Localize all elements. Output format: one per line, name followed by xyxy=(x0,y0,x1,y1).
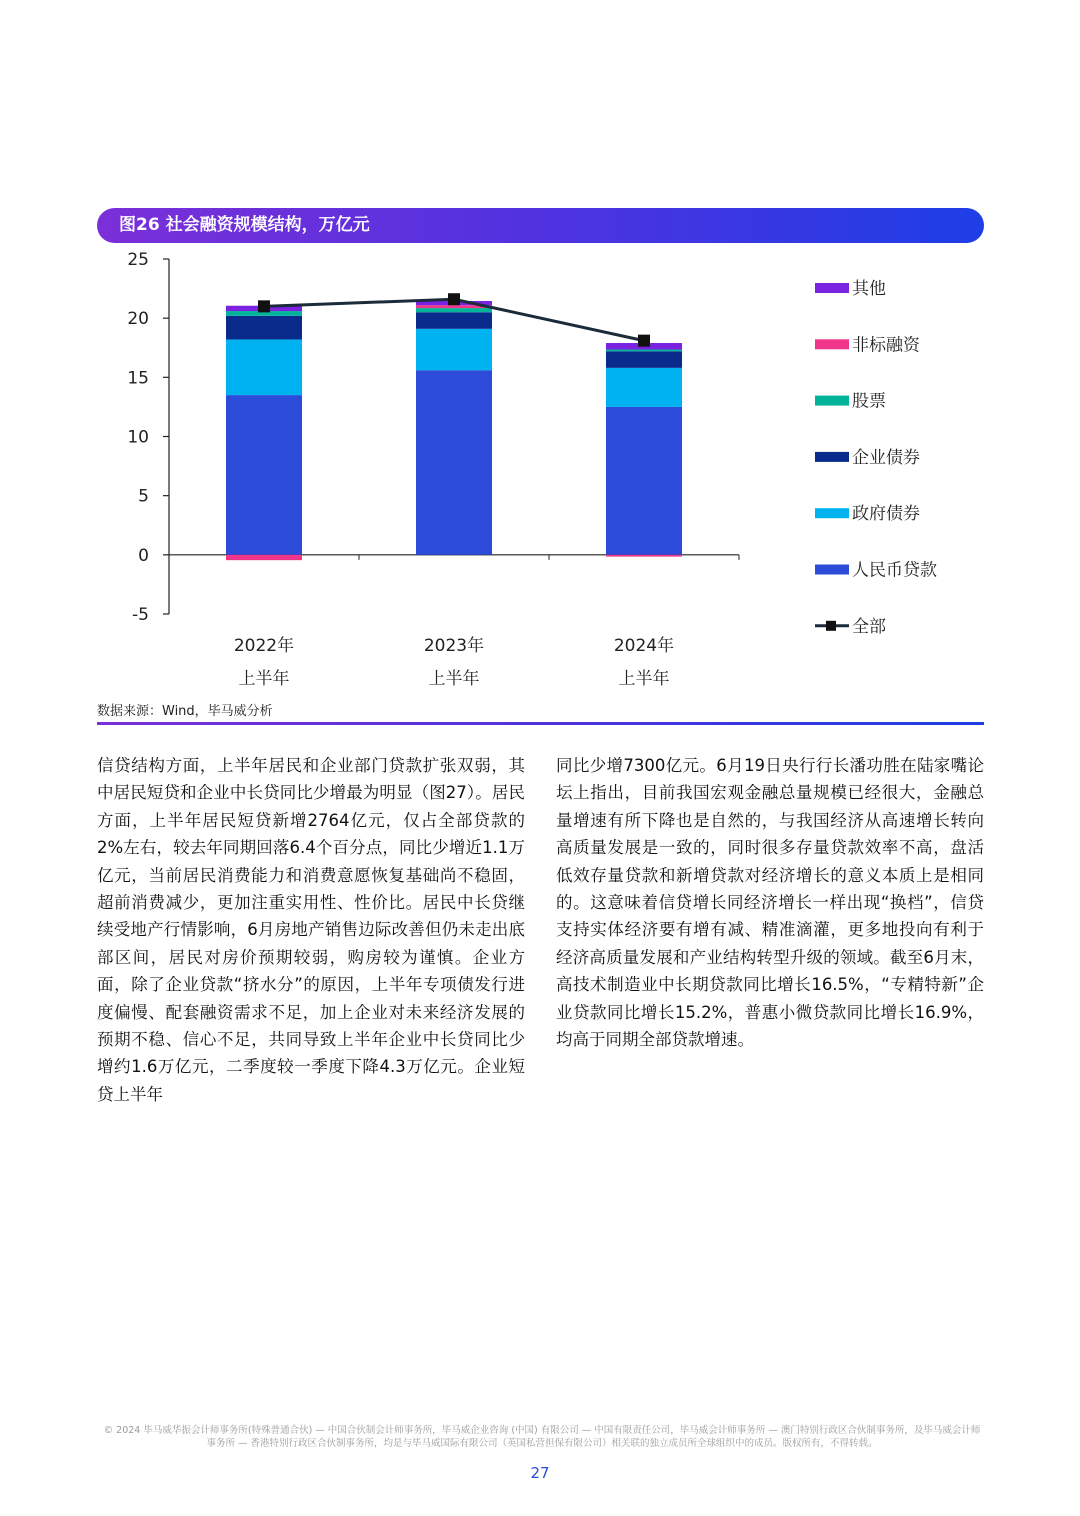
data-source: 数据来源：Wind，毕马威分析 xyxy=(97,704,273,719)
bar-segment xyxy=(606,368,682,407)
body-text-left: 信贷结构方面，上半年居民和企业部门贷款扩张双弱，其中居民短贷和企业中长贷同比少增最为明显（图27）。居民方面，上半年居民短贷新增2764亿元，仅占全部贷款的2%左右，较去年同期回落6.4个百分点，同比少增近1.1万亿元，当前居民消费能力和消费意愿恢复基础尚不稳固，超前消费减少，更加注重实用性、性价比。居民中长贷继续受地产行情影响，6月房地产销售边际改善但仍未走出底部区间，居民对房价预期较弱，购房较为谨慎。企业方面，除了企业贷款“挤水分”的原因，上半年专项债发行进度偏慢、配套融资需求不足，加上企业对未来经济发展的预期不稳、信心不足，共同导致上半年企业中长贷同比少增约1.6万亿元，二季度较一季度下降4.3万亿元。企业短贷上半年 xyxy=(97,756,525,1104)
bar-segment xyxy=(416,370,492,555)
bar-segment xyxy=(606,351,682,368)
legend-swatch xyxy=(815,396,849,406)
legend-swatch xyxy=(815,283,849,293)
y-tick-label: 15 xyxy=(127,368,149,389)
x-tick-label: 上半年 xyxy=(238,669,290,689)
legend-label: 股票 xyxy=(852,391,886,412)
body-text-right: 同比少增7300亿元。6月19日央行行长潘功胜在陆家嘴论坛上指出，目前我国宏观金融总量规模已经很大，金融总量增速有所下降也是自然的，与我国经济从高速增长转向高质量发展是一致的，同时很多存量贷款效率不高，盘活低效存量贷款和新增贷款对经济增长的意义本质上是相同的。这意味着信贷增长同经济增长一样出现“换档”，信贷支持实体经济要有增有减、精准滴灌，更多地投向有利于经济高质量发展和产业结构转型升级的领域。截至6月末，高技术制造业中长期贷款同比增长16.5%，“专精特新”企业贷款同比增长15.2%，普惠小微贷款同比增长16.9%，均高于同期全部贷款增速。 xyxy=(556,756,984,1050)
x-tick-label: 2022年 xyxy=(233,636,295,656)
y-tick-label: -5 xyxy=(132,605,149,625)
x-tick-label: 2024年 xyxy=(613,636,675,656)
y-tick-label: 25 xyxy=(127,250,149,270)
legend-swatch xyxy=(815,339,849,349)
stacked-bar-chart xyxy=(97,246,984,698)
divider-rule xyxy=(97,722,984,725)
bar-segment xyxy=(226,395,302,555)
legend-label: 政府债券 xyxy=(852,504,920,525)
legend-label: 全部 xyxy=(852,616,886,637)
bar-segment xyxy=(606,407,682,555)
total-marker xyxy=(448,293,460,305)
total-marker xyxy=(638,335,650,347)
page-number: 27 xyxy=(530,1464,550,1482)
bar-segment xyxy=(416,329,492,370)
copyright-footer: © 2024 毕马威华振会计师事务所(特殊普通合伙) — 中国合伙制会计师事务所，毕马威企业咨询 (中国) 有限公司 — 中国有限责任公司，毕马威会计师事务所 — 澳门特别行政区合伙制事务所，及毕马威会计师事务所 — 香港特别行政区合伙制事务所，均是与毕马威国际有限公司（英国私营担保有限公司）相关联的独立成员所全球组织中的成员。版权所有，不得转载。 xyxy=(103,1425,981,1449)
legend-swatch xyxy=(815,508,849,518)
y-tick-label: 0 xyxy=(138,545,149,566)
figure-title: 图26 社会融资规模结构，万亿元 xyxy=(119,215,370,235)
legend-swatch xyxy=(815,452,849,462)
legend-label: 非标融资 xyxy=(852,335,920,356)
y-tick-label: 5 xyxy=(138,486,149,507)
x-tick-label: 2023年 xyxy=(423,636,485,656)
total-marker xyxy=(258,300,270,312)
y-tick-label: 20 xyxy=(127,309,149,330)
legend-swatch xyxy=(815,565,849,575)
legend-marker-swatch xyxy=(826,621,836,631)
figure-title-banner xyxy=(97,208,984,243)
legend-label: 其他 xyxy=(852,279,886,299)
y-tick-label: 10 xyxy=(127,427,149,448)
legend-label: 企业债券 xyxy=(852,447,920,468)
x-tick-label: 上半年 xyxy=(428,669,480,689)
legend-label: 人民币贷款 xyxy=(852,560,937,581)
x-tick-label: 上半年 xyxy=(618,669,670,689)
bar-segment xyxy=(416,312,492,329)
bar-segment xyxy=(226,339,302,395)
bar-segment xyxy=(606,350,682,352)
bar-segment xyxy=(226,555,302,560)
bar-segment xyxy=(606,555,682,557)
bar-segment xyxy=(226,316,302,340)
bar-segment xyxy=(416,308,492,312)
